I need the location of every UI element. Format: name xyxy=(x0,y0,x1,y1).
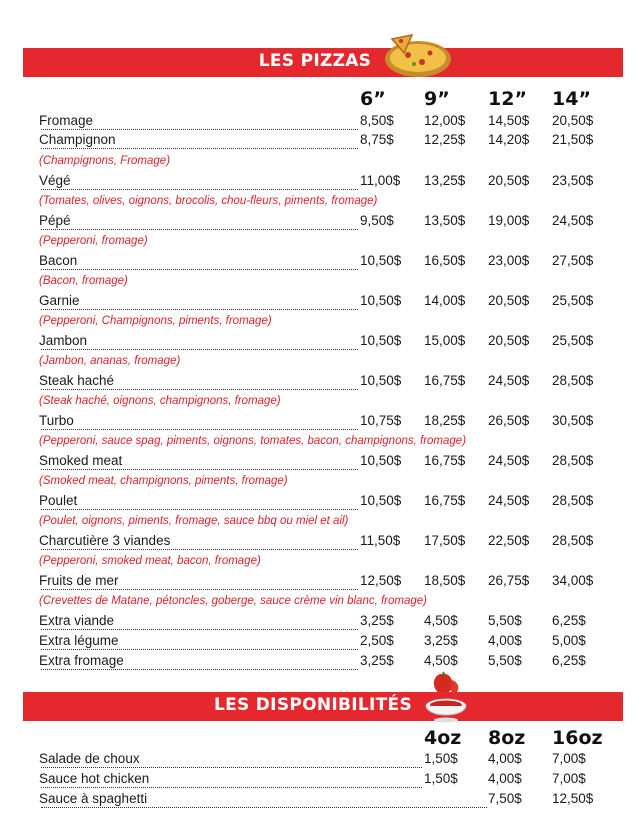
price-6: 9,50$ xyxy=(360,213,394,228)
item-name: Pépé xyxy=(39,213,71,228)
dot-leader xyxy=(41,413,358,430)
dot-leader xyxy=(41,493,358,510)
item-name: Sauce à spaghetti xyxy=(39,791,148,806)
price-8oz: 7,50$ xyxy=(488,791,522,806)
price-9: 12,25$ xyxy=(424,132,466,147)
price-12: 24,50$ xyxy=(488,493,530,508)
price-6: 10,50$ xyxy=(360,493,402,508)
price-6: 10,50$ xyxy=(360,453,402,468)
price-9: 16,75$ xyxy=(424,493,466,508)
item-name: Turbo xyxy=(39,413,74,428)
price-12: 22,50$ xyxy=(488,533,530,548)
item-name: Charcutière 3 viandes xyxy=(39,533,171,548)
price-6: 11,00$ xyxy=(360,173,401,188)
price-4oz: 1,50$ xyxy=(424,771,458,786)
price-12: 26,50$ xyxy=(488,413,530,428)
price-16oz: 7,00$ xyxy=(552,751,586,766)
item-name: Poulet xyxy=(39,493,78,508)
item-description: (Smoked meat, champignons, piments, fromage) xyxy=(39,475,288,487)
item-name: Steak haché xyxy=(39,373,115,388)
item-description: (Tomates, olives, oignons, brocolis, chou-fleurs, piments, fromage) xyxy=(39,195,378,207)
price-14: 20,50$ xyxy=(552,113,594,128)
size-header-6: 6” xyxy=(360,88,386,110)
price-12: 26,75$ xyxy=(488,573,530,588)
price-14: 27,50$ xyxy=(552,253,594,268)
price-12: 23,00$ xyxy=(488,253,530,268)
price-9: 18,50$ xyxy=(424,573,466,588)
price-14: 6,25$ xyxy=(552,653,586,668)
price-14: 28,50$ xyxy=(552,373,594,388)
price-14: 5,00$ xyxy=(552,633,586,648)
pizza-icon xyxy=(382,31,454,79)
item-description: (Crevettes de Matane, pétoncles, goberge, sauce crème vin blanc, fromage) xyxy=(39,595,428,607)
price-9: 14,00$ xyxy=(424,293,466,308)
price-12: 5,50$ xyxy=(488,613,522,628)
price-14: 25,50$ xyxy=(552,293,594,308)
item-name: Champignon xyxy=(39,132,116,147)
price-12: 20,50$ xyxy=(488,293,530,308)
price-6: 12,50$ xyxy=(360,573,402,588)
size-header-8oz: 8oz xyxy=(488,727,526,749)
price-14: 21,50$ xyxy=(552,132,594,147)
item-description: (Pepperoni, smoked meat, bacon, fromage) xyxy=(39,555,261,567)
item-name: Extra fromage xyxy=(39,653,124,668)
item-name: Sauce hot chicken xyxy=(39,771,150,786)
item-description: (Steak haché, oignons, champignons, fromage) xyxy=(39,395,281,407)
pizzas-title: LES PIZZAS xyxy=(258,51,372,71)
price-9: 13,50$ xyxy=(424,213,466,228)
disponibilites-banner xyxy=(23,692,623,721)
price-12: 5,50$ xyxy=(488,653,522,668)
price-14: 25,50$ xyxy=(552,333,594,348)
item-description: (Pepperoni, sauce spag, piments, oignons, tomates, bacon, champignons, fromage) xyxy=(39,435,467,447)
price-12: 20,50$ xyxy=(488,333,530,348)
price-9: 17,50$ xyxy=(424,533,466,548)
price-6: 10,50$ xyxy=(360,333,402,348)
price-6: 10,75$ xyxy=(360,413,402,428)
price-6: 3,25$ xyxy=(360,653,394,668)
price-14: 24,50$ xyxy=(552,213,594,228)
item-description: (Pepperoni, fromage) xyxy=(39,235,148,247)
price-9: 4,50$ xyxy=(424,613,458,628)
pizzas-banner xyxy=(23,48,623,77)
sauce-bowl-icon xyxy=(424,670,468,726)
dot-leader xyxy=(41,213,358,230)
price-9: 3,25$ xyxy=(424,633,458,648)
dot-leader xyxy=(41,173,358,190)
item-name: Extra viande xyxy=(39,613,115,628)
price-6: 11,50$ xyxy=(360,533,401,548)
price-12: 19,00$ xyxy=(488,213,530,228)
price-9: 16,75$ xyxy=(424,453,466,468)
price-9: 16,50$ xyxy=(424,253,466,268)
price-9: 4,50$ xyxy=(424,653,458,668)
item-name: Extra légume xyxy=(39,633,119,648)
dot-leader xyxy=(41,293,358,310)
price-16oz: 7,00$ xyxy=(552,771,586,786)
price-9: 18,25$ xyxy=(424,413,466,428)
item-name: Salade de choux xyxy=(39,751,140,766)
price-6: 10,50$ xyxy=(360,293,402,308)
price-12: 14,50$ xyxy=(488,113,530,128)
price-12: 24,50$ xyxy=(488,453,530,468)
price-6: 2,50$ xyxy=(360,633,394,648)
item-description: (Champignons, Fromage) xyxy=(39,155,171,167)
price-14: 30,50$ xyxy=(552,413,594,428)
price-12: 24,50$ xyxy=(488,373,530,388)
item-name: Bacon xyxy=(39,253,78,268)
price-14: 6,25$ xyxy=(552,613,586,628)
item-description: (Poulet, oignons, piments, fromage, sauce bbq ou miel et ail) xyxy=(39,515,349,527)
item-name: Garnie xyxy=(39,293,80,308)
size-header-12: 12” xyxy=(488,88,527,110)
price-12: 20,50$ xyxy=(488,173,530,188)
item-name: Végé xyxy=(39,173,71,188)
item-name: Smoked meat xyxy=(39,453,123,468)
price-9: 13,25$ xyxy=(424,173,466,188)
disponibilites-title: LES DISPONIBILITÉS xyxy=(213,695,413,715)
size-header-4oz: 4oz xyxy=(424,727,462,749)
item-name: Jambon xyxy=(39,333,88,348)
price-6: 3,25$ xyxy=(360,613,394,628)
item-name: Fruits de mer xyxy=(39,573,119,588)
price-8oz: 4,00$ xyxy=(488,771,522,786)
price-4oz: 1,50$ xyxy=(424,751,458,766)
price-6: 10,50$ xyxy=(360,373,402,388)
item-description: (Pepperoni, Champignons, piments, fromage) xyxy=(39,315,272,327)
price-14: 28,50$ xyxy=(552,493,594,508)
price-8oz: 4,00$ xyxy=(488,751,522,766)
price-12: 14,20$ xyxy=(488,132,530,147)
item-description: (Jambon, ananas, fromage) xyxy=(39,355,181,367)
price-6: 8,50$ xyxy=(360,113,394,128)
price-14: 28,50$ xyxy=(552,453,594,468)
size-header-16oz: 16oz xyxy=(552,727,603,749)
price-9: 12,00$ xyxy=(424,113,466,128)
price-16oz: 12,50$ xyxy=(552,791,594,806)
price-12: 4,00$ xyxy=(488,633,522,648)
price-6: 10,50$ xyxy=(360,253,402,268)
size-header-14: 14” xyxy=(552,88,591,110)
price-9: 15,00$ xyxy=(424,333,466,348)
price-14: 23,50$ xyxy=(552,173,594,188)
price-6: 8,75$ xyxy=(360,132,394,147)
price-14: 34,00$ xyxy=(552,573,594,588)
dot-leader xyxy=(41,253,358,270)
size-header-9: 9” xyxy=(424,88,450,110)
price-9: 16,75$ xyxy=(424,373,466,388)
item-description: (Bacon, fromage) xyxy=(39,275,128,287)
price-14: 28,50$ xyxy=(552,533,594,548)
item-name: Fromage xyxy=(39,113,94,128)
